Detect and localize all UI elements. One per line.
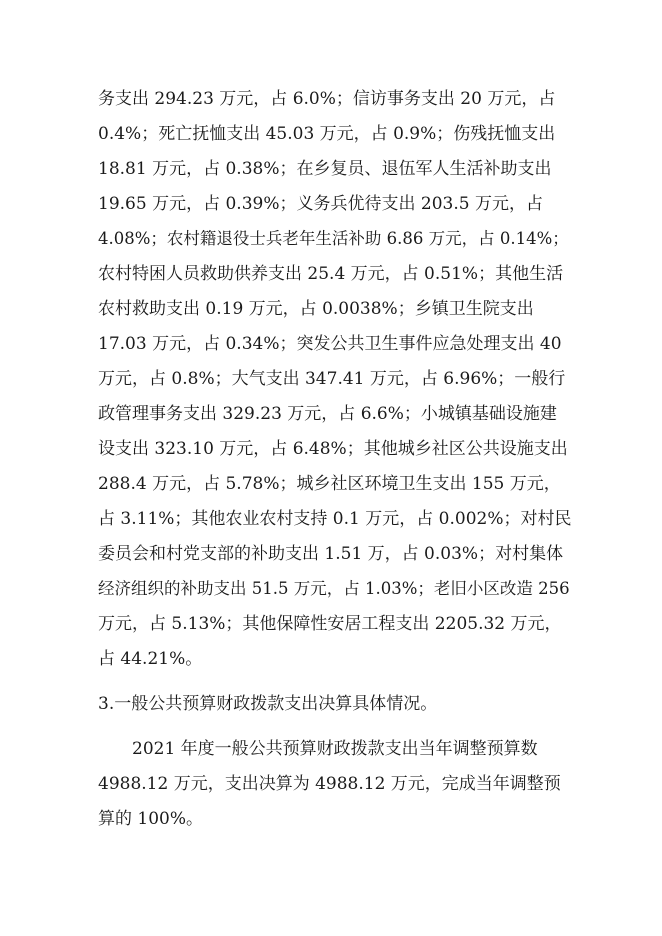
- paragraph-line: 17.03 万元，占 0.34%；突发公共卫生事件应急处理支出 40: [98, 334, 562, 354]
- paragraph-line: 0.4%；死亡抚恤支出 45.03 万元，占 0.9%；伤残抚恤支出: [98, 124, 556, 144]
- paragraph-line: 万元，占 0.8%；大气支出 347.41 万元，占 6.96%；一般行: [98, 369, 566, 389]
- paragraph-line: 占 44.21%。: [98, 649, 203, 669]
- paragraph-line: 4988.12 万元，支出决算为 4988.12 万元，完成当年调整预: [98, 774, 561, 794]
- paragraph-line: 经济组织的补助支出 51.5 万元，占 1.03%；老旧小区改造 256: [98, 579, 570, 598]
- paragraph-line: 2021 年度一般公共预算财政拨款支出当年调整预算数: [132, 739, 538, 759]
- paragraph-line: 委员会和村党支部的补助支出 1.51 万，占 0.03%；对村集体: [98, 544, 564, 564]
- paragraph-line: 算的 100%。: [98, 809, 204, 829]
- paragraph-line: 占 3.11%；其他农业农村支持 0.1 万元，占 0.002%；对村民: [98, 509, 572, 529]
- paragraph-line: 万元，占 5.13%；其他保障性安居工程支出 2205.32 万元，: [98, 614, 562, 634]
- paragraph-line: 19.65 万元，占 0.39%；义务兵优待支出 203.5 万元，占: [98, 194, 543, 214]
- paragraph-line: 农村特困人员救助供养支出 25.4 万元，占 0.51%；其他生活: [98, 264, 564, 284]
- paragraph-line: 18.81 万元，占 0.38%；在乡复员、退伍军人生活补助支出: [98, 159, 552, 179]
- paragraph-line: 4.08%；农村籍退役士兵老年生活补助 6.86 万元，占 0.14%；: [98, 229, 569, 248]
- paragraph-line: 288.4 万元，占 5.78%；城乡社区环境卫生支出 155 万元，: [98, 474, 561, 494]
- paragraph-line: 农村救助支出 0.19 万元，占 0.0038%；乡镇卫生院支出: [98, 299, 534, 319]
- paragraph-line: 设支出 323.10 万元，占 6.48%；其他城乡社区公共设施支出: [98, 439, 568, 459]
- section-heading: 3.一般公共预算财政拨款支出决算具体情况。: [98, 694, 438, 714]
- paragraph-line: 务支出 294.23 万元，占 6.0%；信访事务支出 20 万元，占: [98, 89, 556, 109]
- paragraph-line: 政管理事务支出 329.23 万元，占 6.6%；小城镇基础设施建: [98, 404, 557, 424]
